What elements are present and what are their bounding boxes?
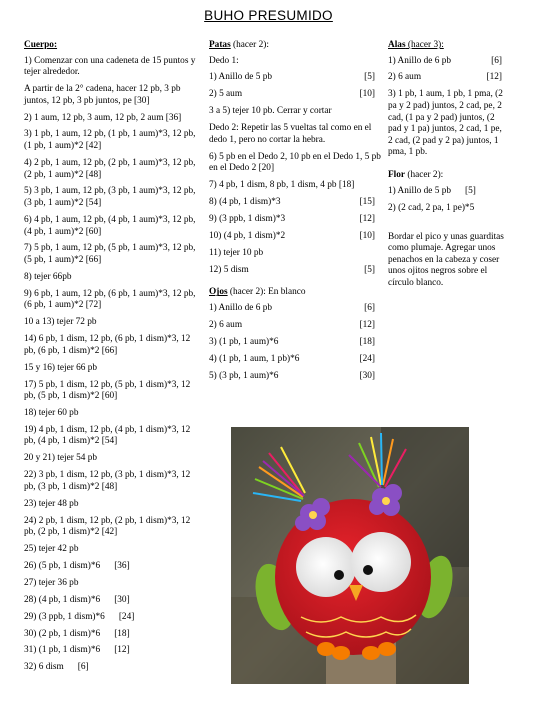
patas-heading-rest: (hacer 2): — [230, 40, 269, 50]
pattern-line: 3) 1 pb, 1 aum, 12 pb, (1 pb, 1 aum)*3, 12 pb, (1 pb, 1 aum)*2 [42] — [24, 129, 196, 152]
row-instruction: 5) (3 pb, 1 aum)*6 — [209, 370, 279, 381]
alas-heading — [388, 40, 508, 52]
row-instruction: 26) (5 pb, 1 dism)*6 — [24, 561, 101, 572]
row-instruction: 1) Anillo de 5 pb — [388, 185, 452, 196]
row-stitch-count — [375, 248, 381, 260]
row-instruction: 31) (1 pb, 1 dism)*6 — [24, 645, 101, 656]
row-instruction: 28) (4 pb, 1 dism)*6 — [24, 594, 101, 605]
patas-dedo1: Dedo 1: — [209, 55, 239, 66]
cuerpo-heading: Cuerpo: — [24, 40, 58, 50]
patas-column — [209, 40, 381, 388]
pattern-line: 25) tejer 42 pb — [24, 544, 79, 555]
row-instruction: 1) Anillo de 6 pb — [209, 303, 273, 314]
finishing-note: Bordar el pico y unas guarditas como plumaje. Agregar unos penachos en la cabeza y coser unos ojitos negros sobre el círculo blanco. — [388, 231, 504, 288]
pattern-row — [209, 72, 381, 84]
pattern-row — [388, 186, 508, 198]
pattern-line: A partir de la 2° cadena, hacer 12 pb, 3 pb juntos, 12 pb, 3 pb juntos, pe [30] — [24, 84, 181, 106]
pattern-line: 17) 5 pb, 1 dism, 12 pb, (5 pb, 1 dism)*3, 12 pb, (5 pb, 1 dism)*2 [60] — [24, 379, 191, 402]
row-stitch-count: [6] — [364, 303, 375, 314]
patas-rows-a — [209, 72, 381, 100]
pattern-row — [209, 89, 381, 101]
row-instruction: 1) Anillo de 5 pb — [209, 72, 273, 83]
row-instruction: 3) (1 pb, 1 aum)*6 — [209, 336, 279, 347]
pattern-line: 8) tejer 66pb — [24, 271, 72, 282]
pattern-line: 20 y 21) tejer 54 pb — [24, 453, 98, 464]
pattern-row — [24, 645, 200, 657]
pattern-row — [209, 231, 381, 243]
row-instruction: 2) 5 aum — [209, 89, 243, 100]
pattern-row — [24, 662, 200, 674]
patas-heading-bold: Patas — [209, 40, 231, 50]
row-stitch-count: [18] — [114, 628, 130, 639]
patas-line6: 6) 5 pb en el Dedo 2, 10 pb en el Dedo 1, 5 pb en el Dedo 2 [20] — [209, 151, 381, 174]
pattern-line: 15 y 16) tejer 66 pb — [24, 362, 98, 373]
row-stitch-count: [24] — [118, 611, 135, 622]
pattern-row — [209, 303, 381, 315]
pattern-line: 4) 2 pb, 1 aum, 12 pb, (2 pb, 1 aum)*3, 12 pb, (2 pb, 1 aum)*2 [48] — [24, 157, 196, 180]
row-instruction: 32) 6 dism — [24, 662, 64, 673]
row-instruction: 10) (4 pb, 1 dism)*2 — [209, 230, 286, 241]
pattern-line: 6) 4 pb, 1 aum, 12 pb, (4 pb, 1 aum)*3, 12 pb, (4 pb, 1 aum)*2 [60] — [24, 214, 196, 237]
flor-rows — [388, 186, 508, 198]
flor-heading-rest: (hacer 2): — [405, 170, 444, 181]
row-stitch-count: [30] — [114, 594, 130, 605]
row-stitch-count: [15] — [359, 197, 375, 208]
row-stitch-count: [30] — [359, 370, 375, 381]
row-instruction: 12) 5 dism — [209, 264, 249, 275]
patas-line7: 7) 4 pb, 1 dism, 8 pb, 1 dism, 4 pb [18] — [209, 180, 355, 191]
patas-dedo2: Dedo 2: Repetir las 5 vueltas tal como en el dedo 1, pero no cortar la hebra. — [209, 123, 372, 145]
row-instruction: 9) (3 ppb, 1 dism)*3 — [209, 213, 286, 224]
alas-column — [388, 40, 508, 295]
pattern-row — [209, 354, 381, 366]
owl-photo — [231, 427, 469, 684]
pattern-row — [24, 629, 200, 641]
ojos-heading-bold: Ojos — [209, 287, 228, 298]
alas-heading-rest: (hacer 3): — [405, 40, 444, 50]
pattern-row — [24, 612, 200, 624]
pattern-line: 9) 6 pb, 1 aum, 12 pb, (6 pb, 1 aum)*3, 12 pb, (6 pb, 1 aum)*2 [72] — [24, 288, 196, 311]
cuerpo-column — [24, 40, 200, 679]
row-stitch-count: [5] — [364, 264, 375, 275]
cuerpo-intro: 1) Comenzar con una cadeneta de 15 puntos y tejer alrededor. — [24, 55, 196, 78]
ojos-heading-rest: (hacer 2): En blanco — [227, 287, 306, 298]
pattern-line: 10 a 13) tejer 72 pb — [24, 317, 97, 328]
row-stitch-count: [12] — [359, 319, 375, 330]
pattern-line: 2) 1 aum, 12 pb, 3 aum, 12 pb, 2 aum [36] — [24, 112, 182, 123]
pattern-row — [209, 214, 381, 226]
row-stitch-count: [24] — [359, 353, 375, 364]
pattern-row — [24, 578, 200, 590]
row-instruction: 29) (3 ppb, 1 dism)*6 — [24, 611, 105, 622]
row-stitch-count: [12] — [114, 645, 130, 656]
owl-illustration — [231, 427, 469, 684]
pattern-row — [209, 248, 381, 260]
row-stitch-count: [12] — [359, 213, 375, 224]
pattern-line: 19) 4 pb, 1 dism, 12 pb, (4 pb, 1 dism)*3, 12 pb, (4 pb, 1 dism)*2 [54] — [24, 424, 191, 447]
flor-heading — [388, 170, 508, 182]
pattern-row — [24, 595, 200, 607]
pattern-row — [209, 265, 381, 277]
pattern-row — [388, 56, 508, 68]
pattern-row — [209, 337, 381, 349]
cuerpo-rows — [24, 561, 200, 674]
ojos-rows — [209, 303, 381, 382]
pattern-row — [209, 371, 381, 383]
flor-heading-bold: Flor — [388, 170, 406, 181]
pattern-line: 18) tejer 60 pb — [24, 408, 79, 418]
pattern-row — [24, 561, 200, 573]
row-instruction: 2) 6 aum — [209, 319, 243, 330]
alas-rows — [388, 56, 508, 84]
row-instruction: 1) Anillo de 6 pb — [388, 55, 452, 66]
pattern-line: 14) 6 pb, 1 dism, 12 pb, (6 pb, 1 dism)*3, 12 pb, (6 pb, 1 dism)*2 [66] — [24, 334, 191, 356]
row-instruction: 11) tejer 10 pb — [209, 247, 264, 258]
row-stitch-count: [12] — [486, 72, 502, 83]
pattern-line: 23) tejer 48 pb — [24, 498, 79, 509]
flor-line2: 2) (2 cad, 2 pa, 1 pe)*5 — [388, 202, 475, 213]
row-stitch-count: [10] — [359, 230, 375, 241]
row-instruction: 27) tejer 36 pb — [24, 577, 79, 588]
page-title: BUHO PRESUMIDO — [204, 8, 333, 23]
row-stitch-count: [10] — [359, 89, 375, 100]
row-stitch-count: [5] — [364, 72, 375, 83]
row-stitch-count: [5] — [465, 185, 476, 196]
row-stitch-count: [6] — [77, 662, 89, 673]
pattern-row — [209, 197, 381, 209]
pattern-row — [388, 72, 508, 84]
pattern-line: 7) 5 pb, 1 aum, 12 pb, (5 pb, 1 aum)*3, 12 pb, (5 pb, 1 aum)*2 [66] — [24, 243, 196, 265]
row-stitch-count: [36] — [114, 561, 130, 572]
alas-line3: 3) 1 pb, 1 aum, 1 pb, 1 pma, (2 pa y 2 pad) juntos, 2 cad, pe, 2 cad, (1 pa y 2 pad) juntos, (2 pad y 1 pa) juntos, 2 cad, 1 pe, 2 cad, (2 pad y 2 pa) juntos, 1 pma, 1 pb. — [388, 89, 503, 158]
patas-heading — [209, 40, 381, 52]
row-instruction: 2) 6 aum — [388, 72, 422, 83]
patas-rows-b — [209, 197, 381, 276]
pattern-line: 5) 3 pb, 1 aum, 12 pb, (3 pb, 1 aum)*3, 12 pb, (3 pb, 1 aum)*2 [54] — [24, 186, 196, 209]
row-instruction: 30) (2 pb, 1 dism)*6 — [24, 628, 101, 639]
cuerpo-lines — [24, 84, 200, 556]
row-stitch-count: [6] — [491, 55, 502, 66]
row-stitch-count: [18] — [359, 336, 375, 347]
row-instruction: 8) (4 pb, 1 dism)*3 — [209, 197, 281, 208]
patas-line3: 3 a 5) tejer 10 pb. Cerrar y cortar — [209, 106, 332, 117]
pattern-row — [209, 320, 381, 332]
pattern-line: 24) 2 pb, 1 dism, 12 pb, (2 pb, 1 dism)*3, 12 pb, (2 pb, 1 dism)*2 [42] — [24, 515, 191, 538]
pattern-line: 22) 3 pb, 1 dism, 12 pb, (3 pb, 1 dism)*3, 12 pb, (3 pb, 1 dism)*2 [48] — [24, 470, 191, 492]
alas-heading-bold: Alas — [388, 40, 406, 50]
row-instruction: 4) (1 pb, 1 aum, 1 pb)*6 — [209, 353, 300, 364]
ojos-heading — [209, 287, 381, 299]
